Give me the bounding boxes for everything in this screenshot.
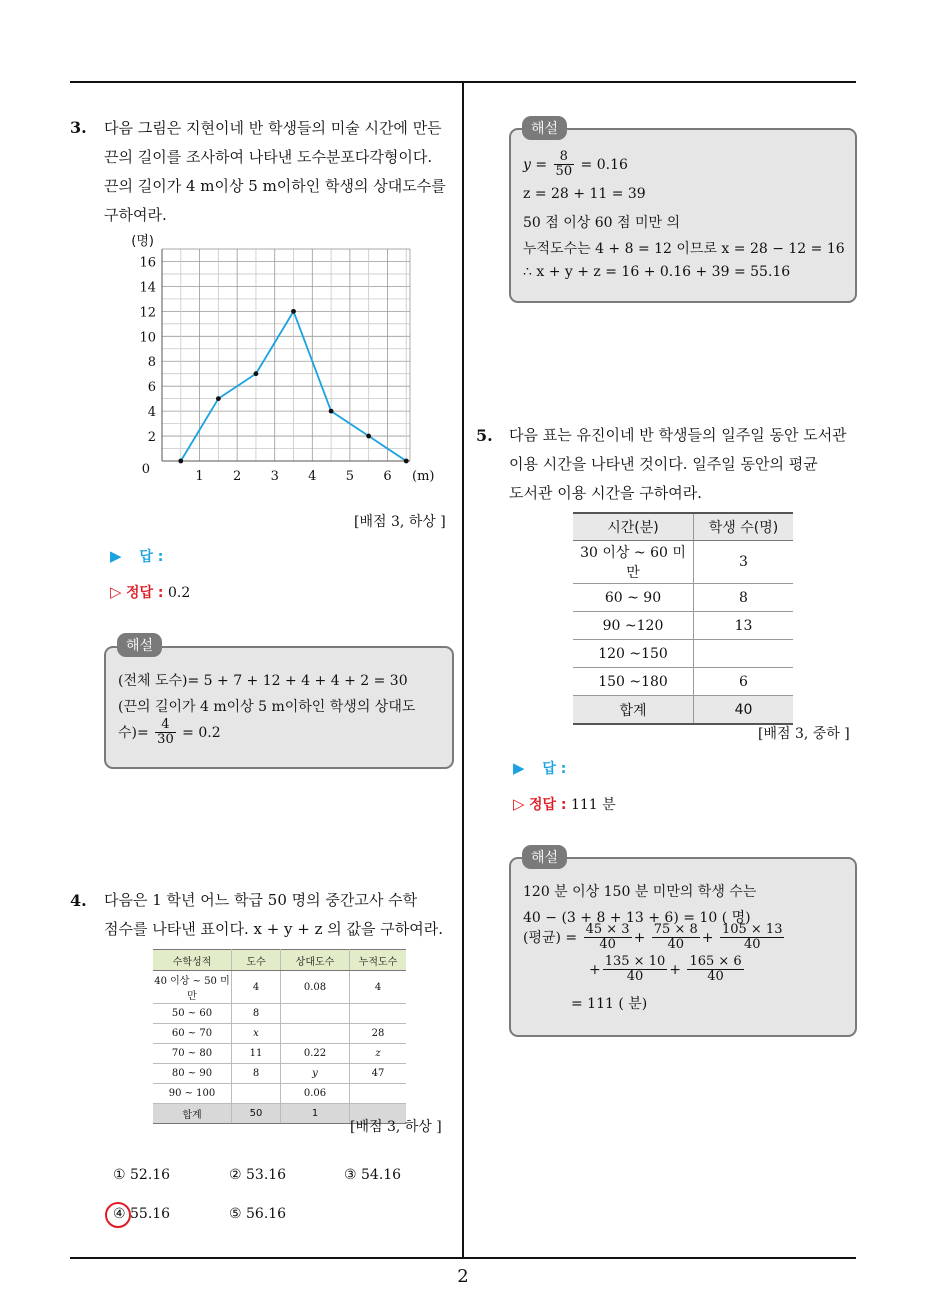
q5-table [573,512,793,725]
table-cell: 8 [232,1004,281,1024]
data-point [254,371,259,376]
q3-correct-row [110,582,190,602]
table-header-row [153,950,406,971]
q3-line: 끈의 길이를 조사하여 나타낸 도수분포다각형이다. [104,148,433,166]
fraction-denominator: 40 [743,937,761,953]
table-cell: 28 [350,1024,407,1044]
q3-line: 다음 그림은 지현이네 반 학생들의 미술 시간에 만든 [104,119,442,137]
choice-5[interactable]: ⑤ 56.16 [229,1206,287,1222]
data-point [404,459,409,464]
q5-explain-box [509,857,857,1037]
table-header: 수학성적 [153,950,232,971]
fraction [687,955,743,985]
table-cell: 6 [694,668,794,696]
table-header: 도수 [232,950,281,971]
q5-explain-prefix: (평균) = [523,929,578,946]
q3-line: 구하여라. [104,206,167,224]
q4-number: 4. [70,891,87,910]
q4-table [153,949,406,1124]
q4-score: [배점 3, 하상 ] [350,1119,442,1135]
q5-score: [배점 3, 중하 ] [758,726,850,742]
q4-explain-box [509,128,857,303]
x-axis-label: (m) [412,469,435,484]
table-cell: 8 [232,1064,281,1084]
x-tick-label: 5 [345,469,355,484]
outline-triangle-icon: ▷ [110,583,122,601]
q3-score: [배점 3, 하상 ] [354,514,446,530]
q5-answer-row [513,758,566,778]
fraction-denominator: 30 [157,732,174,748]
fraction-numerator: 135 × 10 [604,954,666,969]
q3-line: 끈의 길이가 4 m이상 5 m이하인 학생의 상대도수를 [104,177,446,195]
table-cell: y [281,1064,350,1084]
table-cell: 11 [232,1044,281,1064]
table-cell: 120 ~150 [573,640,694,668]
x-tick-label: 4 [308,469,317,484]
table-cell: 0.22 [281,1044,350,1064]
q3-explain-tag: 해설 [117,633,162,657]
x-tick-label: 6 [383,469,392,484]
table-cell [281,1004,350,1024]
fraction-numerator: 8 [554,150,575,165]
table-row [573,584,793,612]
q3-answer-row [110,546,163,566]
y-tick-label: 14 [139,280,156,296]
q3-text [104,114,446,230]
y-tick-label: 16 [139,255,156,271]
table-cell [281,1024,350,1044]
table-row [573,668,793,696]
fraction [584,923,632,953]
choice-2[interactable]: ② 53.16 [229,1167,287,1183]
play-triangle-icon: ▶ [513,759,525,777]
table-row [573,612,793,640]
q5-explain-result: = 111 ( 분) [571,996,648,1012]
table-row [153,1024,406,1044]
column-divider [462,82,464,1258]
table-cell: 4 [232,971,281,1004]
q5-line: 이용 시간을 나타낸 것이다. 일주일 동안의 평균 [509,455,818,473]
table-row [153,1044,406,1064]
q3-explain-line: (끈의 길이가 4 m이상 5 m이하인 학생의 상대도 [118,699,416,715]
frequency-polygon-chart [120,225,440,490]
fraction [603,955,668,985]
table-row [153,1064,406,1084]
fraction-denominator: 40 [626,969,644,985]
fraction-numerator: 45 × 3 [585,922,630,937]
table-cell: 3 [694,541,794,584]
table-cell: 0.08 [281,971,350,1004]
table-cell: 40 [694,696,794,725]
q4-explain-suffix: = 0.16 [580,156,628,173]
q4-line: 다음은 1 학년 어느 학급 50 명의 중간고사 수학 [104,891,418,909]
fraction-denominator: 40 [599,937,616,953]
q5-answer-label: 답 : [542,761,567,777]
table-cell: 30 이상 ~ 60 미만 [573,541,694,584]
table-cell: 합계 [153,1104,232,1124]
choice-3[interactable]: ③ 54.16 [344,1167,402,1183]
q5-text [509,421,847,508]
table-header: 상대도수 [281,950,350,971]
table-cell: 1 [281,1104,350,1124]
table-cell: 150 ~180 [573,668,694,696]
page-number: 2 [457,1266,469,1287]
table-cell: 0.06 [281,1084,350,1104]
q3-correct-value: 0.2 [167,585,191,601]
choice-1[interactable]: ① 52.16 [113,1167,171,1183]
fraction-denominator: 50 [555,164,573,180]
fraction [720,923,785,953]
q5-number: 5. [476,426,493,445]
table-cell: 4 [350,971,407,1004]
q4-explain-line: ∴ x + y + z = 16 + 0.16 + 39 = 55.16 [523,264,791,280]
outline-triangle-icon: ▷ [513,795,525,813]
fraction [554,150,575,180]
q5-correct-row [513,794,616,814]
data-point [291,309,296,314]
table-cell [350,1004,407,1024]
table-cell: 60 ~ 70 [153,1024,232,1044]
choice-4[interactable]: ④ 55.16 [113,1206,171,1222]
table-cell [350,1084,407,1104]
table-cell: 70 ~ 80 [153,1044,232,1064]
table-cell: 합계 [573,696,694,725]
q3-explain-prefix: 수)= [118,724,149,741]
q5-correct-label: 정답 : [529,797,567,813]
q4-explain-line: 누적도수는 4 + 8 = 12 이므로 x = 28 − 12 = 16 [523,241,845,257]
y-tick-label: 6 [147,380,156,396]
q5-correct-value: 111 분 [570,797,616,813]
q5-explain-line: 120 분 이상 150 분 미만의 학생 수는 [523,884,757,900]
table-cell [694,640,794,668]
x-tick-label: 1 [195,469,204,484]
selected-answer-circle-icon [105,1202,131,1228]
q5-explain-avg-line: (평균) = $\frac{45 \times 3}{40}$ + $\frac{75 \times 8}{40}$ + $\frac{105 \times 13}{40}$ [523,922,783,953]
table-cell: 40 이상 ~ 50 미만 [153,971,232,1004]
q3-explain-suffix: = 0.2 [182,724,221,741]
q3-number: 3. [70,118,87,137]
fraction [652,923,700,953]
y-axis-label: (명) [131,234,154,249]
fraction-numerator: 105 × 13 [721,922,783,937]
q5-explain-tag: 해설 [522,845,567,869]
table-total-row [573,696,793,725]
y-tick-label: 12 [139,305,156,321]
table-header-row [573,513,793,541]
q4-explain-line: 50 점 이상 60 점 미만 의 [523,215,680,231]
table-row [573,640,793,668]
play-triangle-icon: ▶ [110,547,122,565]
y-tick-label: 4 [147,405,156,421]
q3-explain-box [104,646,454,769]
q3-explain-line: (전체 도수)= 5 + 7 + 12 + 4 + 4 + 2 = 30 [118,673,408,689]
fraction-denominator: 40 [667,937,685,953]
table-cell [232,1084,281,1104]
q4-text [104,886,443,944]
table-row [573,541,793,584]
table-cell: 90 ~120 [573,612,694,640]
fraction-numerator: 165 × 6 [689,954,742,969]
fraction [155,718,176,748]
q5-explain-line: 40 − (3 + 8 + 13 + 6) = 10 ( 명) [523,910,751,926]
data-point [178,459,183,464]
q3-explain-fraction-line [118,718,221,748]
table-row [153,1084,406,1104]
table-cell: 80 ~ 90 [153,1064,232,1084]
table-row [153,971,406,1004]
table-cell: 50 ~ 60 [153,1004,232,1024]
table-cell: z [350,1044,407,1064]
q3-answer-label: 답 : [139,549,164,565]
table-cell: 8 [694,584,794,612]
bottom-rule [70,1257,856,1259]
table-cell: 90 ~ 100 [153,1084,232,1104]
data-point [216,396,221,401]
table-cell: 50 [232,1104,281,1124]
fraction-denominator: 40 [707,969,724,985]
y-tick-label: 8 [147,355,156,371]
table-cell: 13 [694,612,794,640]
table-header: 시간(분) [573,513,694,541]
q5-line: 도서관 이용 시간을 구하여라. [509,484,702,502]
table-header: 누적도수 [350,950,407,971]
x-tick-label: 2 [233,469,242,484]
origin-label: 0 [141,462,150,477]
fraction-numerator: 75 × 8 [653,922,698,937]
fraction-numerator: 4 [155,718,176,733]
table-cell: 47 [350,1064,407,1084]
y-tick-label: 10 [139,330,156,346]
table-header: 학생 수(명) [694,513,794,541]
y-tick-label: 2 [147,430,156,446]
q4-explain-line: z = 28 + 11 = 39 [523,186,646,202]
q4-explain-prefix: y = [523,156,548,173]
table-cell: 60 ~ 90 [573,584,694,612]
table-cell: x [232,1024,281,1044]
table-row [153,1004,406,1024]
q4-explain-line [523,150,628,180]
data-point [329,409,334,414]
q3-correct-label: 정답 : [126,585,164,601]
q5-explain-avg-line2: + $\frac{135 \times 10}{40}$ + $\frac{165 \times 6}{40}$ [589,954,742,985]
q4-line: 점수를 나타낸 표이다. x + y + z 의 값을 구하여라. [104,920,444,938]
q4-explain-tag: 해설 [522,116,567,140]
q5-line: 다음 표는 유진이네 반 학생들의 일주일 동안 도서관 [509,426,847,444]
data-point [366,434,371,439]
x-tick-label: 3 [270,469,279,484]
